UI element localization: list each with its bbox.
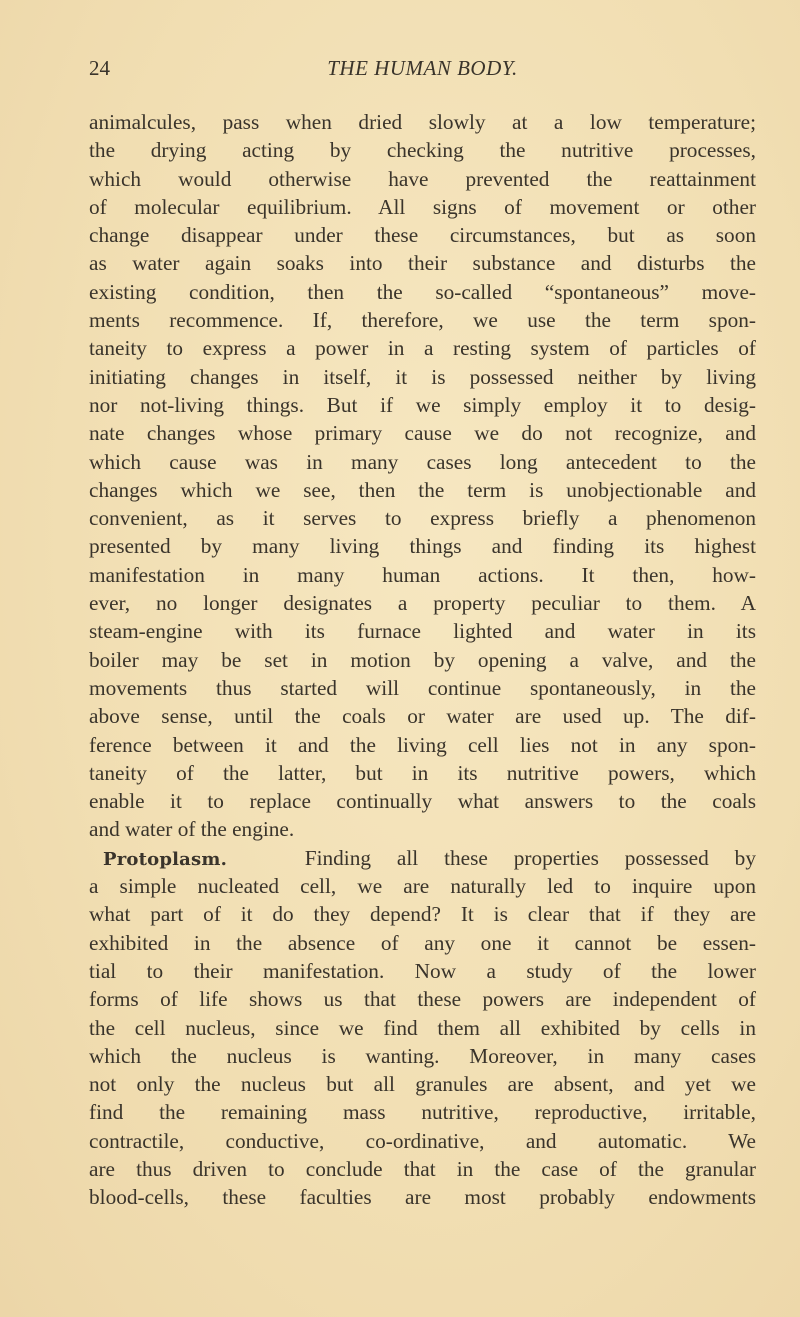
text-line: nate changes whose primary cause we do not recognize, and — [89, 421, 756, 446]
section-first-line — [89, 844, 756, 872]
running-head — [89, 56, 756, 86]
body-text — [89, 108, 756, 1212]
text-line: which the nucleus is wanting. Moreover, in many cases — [89, 1043, 756, 1068]
text-line: ever, no longer designates a property peculiar to them. A — [89, 591, 756, 616]
text-line: which would otherwise have prevented the reattainment — [89, 166, 756, 191]
text-line: forms of life shows us that these powers are independent of — [89, 987, 756, 1012]
text-line: ments recommence. If, therefore, we use the term spon- — [89, 308, 756, 333]
text-line: changes which we see, then the term is unobjectionable and — [89, 477, 756, 502]
text-line: of molecular equilibrium. All signs of movement or other — [89, 194, 756, 219]
text-line: initiating changes in itself, it is possessed neither by living — [89, 364, 756, 389]
text-line: the cell nucleus, since we find them all exhibited by cells in — [89, 1015, 756, 1040]
section-sidehead: Protoplasm. — [103, 848, 228, 870]
text-line: manifestation in many human actions. It then, how- — [89, 562, 756, 587]
text-line: as water again soaks into their substance and disturbs the — [89, 251, 756, 276]
text-line: not only the nucleus but all granules are absent, and yet we — [89, 1072, 756, 1097]
text-line: what part of it do they depend? It is clear that if they are — [89, 902, 756, 927]
text-line: change disappear under these circumstances, but as soon — [89, 223, 756, 248]
text-line: boiler may be set in motion by opening a valve, and the — [89, 647, 756, 672]
text-line: animalcules, pass when dried slowly at a low temperature; — [89, 110, 756, 134]
text-line: a simple nucleated cell, we are naturally led to inquire upon — [89, 874, 756, 899]
text-line: existing condition, then the so-called “spontaneous” move- — [89, 279, 756, 304]
text-line: taneity of the latter, but in its nutritive powers, which — [89, 760, 756, 785]
text-line: convenient, as it serves to express briefly a phenomenon — [89, 506, 756, 531]
text-line: are thus driven to conclude that in the case of the granular — [89, 1156, 756, 1181]
text-line: presented by many living things and finding its highest — [89, 534, 756, 559]
section-first-line-text: Finding all these properties possessed by — [304, 845, 756, 870]
running-title: THE HUMAN BODY. — [327, 56, 518, 80]
text-line: the drying acting by checking the nutritive processes, — [89, 138, 756, 163]
page-number: 24 — [89, 56, 110, 80]
text-line: ference between it and the living cell lies not in any spon- — [89, 732, 756, 757]
text-line: enable it to replace continually what answers to the coals — [89, 789, 756, 814]
text-line: nor not-living things. But if we simply employ it to desig- — [89, 392, 756, 417]
text-line: steam-engine with its furnace lighted and water in its — [89, 619, 756, 644]
text-line: taneity to express a power in a resting system of particles of — [89, 336, 756, 361]
text-line: find the remaining mass nutritive, reproductive, irritable, — [89, 1100, 756, 1125]
text-line: contractile, conductive, co-ordinative, and automatic. We — [89, 1128, 756, 1153]
text-line: movements thus started will continue spontaneously, in the — [89, 675, 756, 700]
text-line: exhibited in the absence of any one it cannot be essen- — [89, 930, 756, 955]
text-line: above sense, until the coals or water are used up. The dif- — [89, 704, 756, 729]
text-line: which cause was in many cases long antecedent to the — [89, 449, 756, 474]
text-line: and water of the engine. — [89, 817, 295, 842]
text-line: blood-cells, these faculties are most probably endowments — [89, 1185, 756, 1210]
text-line: tial to their manifestation. Now a study of the lower — [89, 958, 756, 983]
